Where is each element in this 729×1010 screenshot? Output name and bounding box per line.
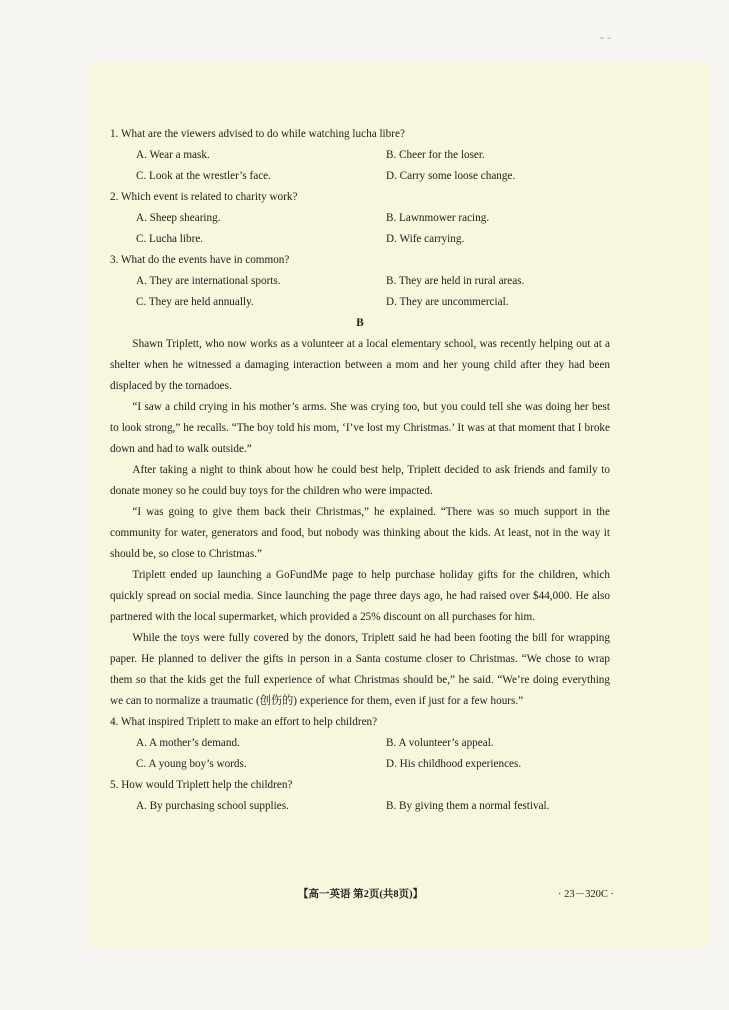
passage-paragraph: While the toys were fully covered by the donors, Triplett said he had been footing the bill for wrapping paper. He planned to deliver the gifts in person in a Santa costume closer to Christmas. “We chose to wrap them so that the kids get the full experience of what Christmas should be,” he said. “We’re doing everything we can to normalize a traumatic (创伤的) experience for them, even if just for a few hours.”: [110, 632, 610, 707]
answer-option: A. They are international sports.: [136, 275, 281, 287]
answer-option: D. Wife carrying.: [386, 233, 465, 245]
question-stem: 3. What do the events have in common?: [110, 254, 290, 266]
answer-option: B. Cheer for the loser.: [386, 149, 485, 161]
passage-paragraph: Shawn Triplett, who now works as a volunteer at a local elementary school, was recently helping out at a shelter when he witnessed a damaging interaction between a mom and her young child after they had been displaced by the tornadoes.: [110, 338, 610, 392]
answer-option: D. They are uncommercial.: [386, 296, 509, 308]
answer-option: B. A volunteer’s appeal.: [386, 737, 494, 749]
question-stem: 5. How would Triplett help the children?: [110, 779, 293, 791]
passage-b: [110, 334, 610, 712]
questions-section-b: [110, 712, 610, 817]
answer-option: B. By giving them a normal festival.: [386, 800, 550, 812]
section-label: B: [356, 317, 364, 329]
answer-option: C. Lucha libre.: [136, 233, 204, 245]
passage-paragraph: “I was going to give them back their Christmas,” he explained. “There was so much support in the community for water, generators and food, but nobody was thinking about the kids. At least, not in the way it should be, so close to Christmas.”: [110, 506, 610, 560]
passage-paragraph: Triplett ended up launching a GoFundMe page to help purchase holiday gifts for the children, which quickly spread on social media. Since launching the page three days ago, he had raised over $44,000. He also partnered with the local supermarket, which provided a 25% discount on all purchases for him.: [110, 569, 610, 623]
answer-option: C. Look at the wrestler’s face.: [136, 170, 271, 182]
question-options: [110, 271, 610, 313]
answer-option: A. Sheep shearing.: [136, 212, 221, 224]
scan-mark: - -: [600, 30, 611, 44]
question-stem: 4. What inspired Triplett to make an effort to help children?: [110, 716, 378, 728]
page-footer: [88, 886, 710, 906]
questions-section-a: [110, 124, 610, 313]
answer-option: B. Lawnmower racing.: [386, 212, 490, 224]
question-stem: 1. What are the viewers advised to do while watching lucha libre?: [110, 128, 405, 140]
answer-option: A. Wear a mask.: [136, 149, 210, 161]
answer-option: C. They are held annually.: [136, 296, 254, 308]
exam-page: [88, 62, 710, 947]
answer-option: C. A young boy’s words.: [136, 758, 247, 770]
question-options: [110, 733, 610, 775]
answer-option: A. By purchasing school supplies.: [136, 800, 289, 812]
answer-option: B. They are held in rural areas.: [386, 275, 525, 287]
passage-paragraph: “I saw a child crying in his mother’s arms. She was crying too, but you could tell she was doing her best to look strong,” he recalls. “The boy told his mom, ‘I’ve lost my Christmas.’ It was at that moment that I broke down and had to walk outside.”: [110, 401, 610, 455]
footer-page-info: 【高一英语 第2页(共8页)】: [298, 889, 424, 900]
question-options: [110, 208, 610, 250]
answer-option: D. Carry some loose change.: [386, 170, 516, 182]
question-stem: 2. Which event is related to charity work?: [110, 191, 298, 203]
page-content: [110, 124, 610, 817]
answer-option: A. A mother’s demand.: [136, 737, 240, 749]
passage-paragraph: After taking a night to think about how he could best help, Triplett decided to ask friends and family to donate money so he could buy toys for the children who were impacted.: [110, 464, 610, 497]
question-options: [110, 145, 610, 187]
question-options: [110, 796, 610, 817]
answer-option: D. His childhood experiences.: [386, 758, 522, 770]
footer-exam-code: · 23－320C ·: [558, 889, 614, 900]
